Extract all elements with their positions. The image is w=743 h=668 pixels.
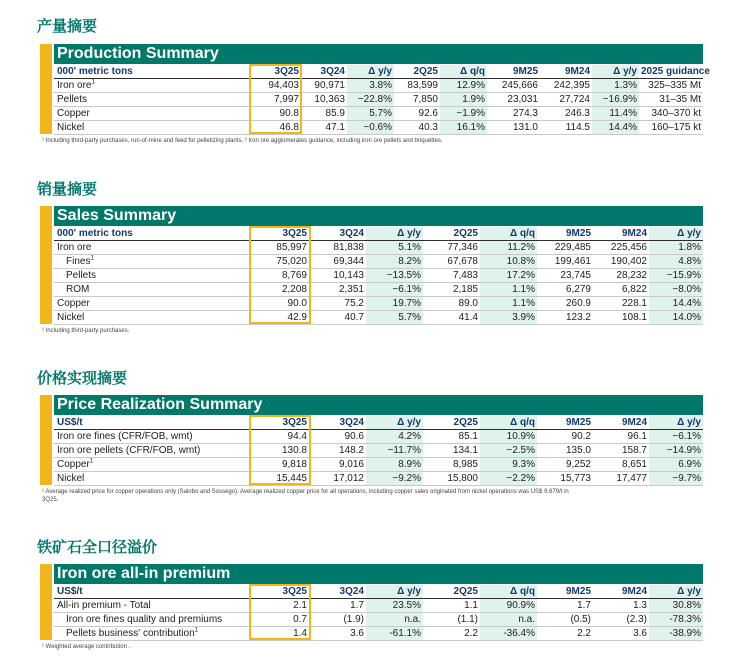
sales-cell: 28,232 [593,269,649,283]
premium-header-cell: 3Q24 [309,585,366,599]
sales-cell: 14.4% [649,297,703,311]
sales-cell: 89.0 [423,297,480,311]
price-header-cell: 9M25 [537,416,593,430]
premium-row-label: Pellets business' contribution$^1$ [54,627,249,641]
production-cell: 46.8 [249,121,301,135]
price-cell: −14.9% [649,444,703,458]
sales-cell: 123.2 [537,311,593,325]
price-cell: −11.7% [366,444,423,458]
premium-header-cell: Δ y/y [366,585,423,599]
sales-header-cell: 3Q24 [309,227,366,241]
production-cell: 340–370 kt [639,107,703,121]
price-title: Price Realization Summary [54,395,703,415]
sales-cell: 8,769 [249,269,309,283]
sales-cell: 5.7% [366,311,423,325]
production-cell: 1.9% [440,93,487,107]
price-cell: 8.9% [366,458,423,472]
production-row-label: Iron ore$^1$ [54,79,249,93]
sales-cell: 10,143 [309,269,366,283]
sales-cell: 7,483 [423,269,480,283]
premium-cell: -78.3% [649,613,703,627]
premium-cell: 1.4 [249,627,309,641]
price-row-label: Iron ore fines (CFR/FOB, wmt) [54,430,249,444]
price-footnote-marker: 1 [89,458,94,465]
production-cell: 47.1 [301,121,347,135]
sales-row-label: ROM [54,283,249,297]
sales-cell: 90.0 [249,297,309,311]
sales-cell: −6.1% [366,283,423,297]
sales-cell: 40.7 [309,311,366,325]
premium-cell: -61.1% [366,627,423,641]
production-header-cell: 2025 guidance [641,66,710,77]
price-row [54,472,703,486]
sales-cell: 2,185 [423,283,480,297]
sales-row [54,241,703,255]
sales-header-row [54,227,703,241]
price-row-label: Nickel [54,472,249,486]
sales-header-cell: 3Q25 [249,227,309,241]
sales-footnote-marker: 1 [90,255,94,262]
production-cell: 7,850 [394,93,440,107]
sales-row [54,311,703,325]
sales-cell: 69,344 [309,255,366,269]
price-cell: 9,252 [537,458,593,472]
premium-cell: 90.9% [480,599,537,613]
sales-cell: 8.2% [366,255,423,269]
production-cell: 94,403 [249,79,301,93]
price-row [54,430,703,444]
sales-cell: 5.1% [366,241,423,255]
production-cell: 85.9 [301,107,347,121]
production-cell: 83,599 [394,79,440,93]
production-cell: 27,724 [540,93,592,107]
premium-cell: (0.5) [537,613,593,627]
sales-header-cell: Δ y/y [366,227,423,241]
sales-row-label: Iron ore [54,241,249,255]
premium-cell: 23.5% [366,599,423,613]
production-header-cell: 2Q25 [394,65,440,79]
premium-cell: 2.2 [423,627,480,641]
production-header-cell: 000' metric tons [54,65,249,79]
sales-table-box [40,206,703,324]
sales-row-label: Copper [54,297,249,311]
price-header-cell: Δ y/y [366,416,423,430]
production-row-label: Copper [54,107,249,121]
premium-header-row [54,585,703,599]
sales-cell: 67,678 [423,255,480,269]
production-cell: 245,666 [487,79,540,93]
premium-table-box [40,564,703,640]
price-cell: 90.6 [309,430,366,444]
production-cell: 7,997 [249,93,301,107]
sales-cell: −13.5% [366,269,423,283]
premium-accent-bar [40,564,52,640]
production-cell: 160–175 kt [639,121,703,135]
price-cell: 134.1 [423,444,480,458]
price-cell: 94.4 [249,430,309,444]
sales-cell: 199,461 [537,255,593,269]
sales-cell: 228.1 [593,297,649,311]
sales-cell: 1.1% [480,283,537,297]
production-accent-bar [40,44,52,134]
premium-row [54,599,703,613]
price-cell: −9.2% [366,472,423,486]
sales-title: Sales Summary [54,206,703,226]
price-row-label: Copper$^1$ [54,458,249,472]
price-cell: 4.2% [366,430,423,444]
production-cell: 5.7% [347,107,394,121]
price-cell: −9.7% [649,472,703,486]
price-footnote: ¹ Average realized price for copper operations only (Salobo and Sossego). Average realized copper price for all operations, including copper sales originated from nickel operations was US$ 9,679/t in 3Q25. [42,489,569,503]
production-cell: 90.8 [249,107,301,121]
production-footnote: ¹ Including third-party purchases, run-of-mine and feed for pelletizing plants. ² Iron ore agglomerates guidance, including iron ore pellets and briquettes. [42,138,443,144]
premium-header-cell: US$/t [54,585,249,599]
production-row [54,93,703,107]
price-row [54,458,703,472]
premium-cell: (2.3) [593,613,649,627]
sales-cell: 108.1 [593,311,649,325]
sales-cell: 23,745 [537,269,593,283]
production-cell: −1.9% [440,107,487,121]
production-cell: 11.4% [592,107,639,121]
production-header-cell: Δ y/y [592,65,639,79]
sales-cell: 6,279 [537,283,593,297]
production-cell: 3.8% [347,79,394,93]
price-header-cell: 9M24 [593,416,649,430]
price-cell: 9,016 [309,458,366,472]
sales-cell: 75,020 [249,255,309,269]
price-header-cell: Δ q/q [480,416,537,430]
production-table [54,65,710,135]
price-header-cell: US$/t [54,416,249,430]
premium-cell: 1.7 [537,599,593,613]
price-header-cell: Δ y/y [649,416,703,430]
sales-header-cell: 2Q25 [423,227,480,241]
price-cell: −2.5% [480,444,537,458]
premium-row [54,613,703,627]
premium-row [54,627,703,641]
production-row [54,79,703,93]
production-cell: 12.9% [440,79,487,93]
production-row [54,121,703,135]
sales-row [54,283,703,297]
premium-cell: 30.8% [649,599,703,613]
sales-cell: 75.2 [309,297,366,311]
premium-header-cell: Δ y/y [649,585,703,599]
price-cell: 8,651 [593,458,649,472]
sales-cell: 11.2% [480,241,537,255]
premium-header-cell: 9M24 [593,585,649,599]
production-cell: −0.6% [347,121,394,135]
sales-header-cell: 9M25 [537,227,593,241]
production-header-cell: 9M24 [540,65,592,79]
sales-cell: 85,997 [249,241,309,255]
sales-cell: 4.8% [649,255,703,269]
sales-header-cell: Δ q/q [480,227,537,241]
sales-cell: 260.9 [537,297,593,311]
price-row-label: Iron ore pellets (CFR/FOB, wmt) [54,444,249,458]
sales-cell: −15.9% [649,269,703,283]
price-cell: 96.1 [593,430,649,444]
premium-cell: 0.7 [249,613,309,627]
production-cell: −22.8% [347,93,394,107]
premium-cell: (1.9) [309,613,366,627]
sales-cell: 42.9 [249,311,309,325]
production-cell: 114.5 [540,121,592,135]
sales-cell: 2,208 [249,283,309,297]
price-accent-bar [40,395,52,485]
price-table-box [40,395,703,485]
premium-cell: -36.4% [480,627,537,641]
price-cn-title: 价格实现摘要 [37,369,128,387]
sales-cell: 3.9% [480,311,537,325]
sales-header-cell: Δ y/y [649,227,703,241]
sales-cn-title: 销量摘要 [37,180,98,198]
premium-header-cell: 9M25 [537,585,593,599]
production-footnote-marker: 1 [91,79,95,86]
production-cell: 131.0 [487,121,540,135]
premium-cell: 1.3 [593,599,649,613]
price-cell: 15,445 [249,472,309,486]
price-cell: 15,773 [537,472,593,486]
sales-cell: 2,351 [309,283,366,297]
price-cell: 135.0 [537,444,593,458]
premium-cell: n.a. [480,613,537,627]
price-cell: 85.1 [423,430,480,444]
price-cell: 10.9% [480,430,537,444]
production-cell: 40.3 [394,121,440,135]
premium-header-cell: 2Q25 [423,585,480,599]
production-header-cell: Δ y/y [347,65,394,79]
production-cell: −16.9% [592,93,639,107]
sales-cell: 190,402 [593,255,649,269]
premium-cell: 1.7 [309,599,366,613]
price-header-cell: 2Q25 [423,416,480,430]
price-cell: −2.2% [480,472,537,486]
price-table [54,416,703,486]
sales-row-label: Pellets [54,269,249,283]
sales-cell: −8.0% [649,283,703,297]
production-cell: 23,031 [487,93,540,107]
production-cell: 92.6 [394,107,440,121]
sales-cell: 10.8% [480,255,537,269]
sales-row-label: Nickel [54,311,249,325]
sales-row-label: Fines$^1$ [54,255,249,269]
production-cell: 242,395 [540,79,592,93]
sales-row [54,255,703,269]
sales-cell: 6,822 [593,283,649,297]
sales-header-cell: 000' metric tons [54,227,249,241]
production-cell: 325–335 Mt [639,79,703,93]
production-cell: 10,363 [301,93,347,107]
sales-cell: 77,346 [423,241,480,255]
production-row-label: Nickel [54,121,249,135]
premium-footnote-marker: 1 [194,627,198,634]
production-header-row [54,65,703,79]
production-header-cell: 3Q24 [301,65,347,79]
production-cn-title: 产量摘要 [37,17,98,35]
sales-header-cell: 9M24 [593,227,649,241]
price-cell: 6.9% [649,458,703,472]
premium-row-label: All-in premium - Total [54,599,249,613]
price-header-cell: 3Q24 [309,416,366,430]
price-cell: 130.8 [249,444,309,458]
production-cell: 274.3 [487,107,540,121]
price-cell: 15,800 [423,472,480,486]
price-cell: 17,012 [309,472,366,486]
production-cell: 90,971 [301,79,347,93]
production-cell: 16.1% [440,121,487,135]
production-cell: 31–35 Mt [639,93,703,107]
premium-table [54,585,703,641]
production-row [54,107,703,121]
premium-cell: 3.6 [309,627,366,641]
sales-cell: 17.2% [480,269,537,283]
price-cell: 148.2 [309,444,366,458]
price-cell: 17,477 [593,472,649,486]
price-row [54,444,703,458]
sales-cell: 225,456 [593,241,649,255]
premium-header-cell: 3Q25 [249,585,309,599]
premium-header-cell: Δ q/q [480,585,537,599]
sales-cell: 1.8% [649,241,703,255]
price-cell: 9,818 [249,458,309,472]
price-cell: 158.7 [593,444,649,458]
sales-table [54,227,703,325]
sales-row [54,297,703,311]
production-row-label: Pellets [54,93,249,107]
price-cell: 90.2 [537,430,593,444]
premium-cell: 2.1 [249,599,309,613]
production-cell: 1.3% [592,79,639,93]
premium-row-label: Iron ore fines quality and premiums [54,613,249,627]
price-header-row [54,416,703,430]
sales-footnote: ¹ Including third-party purchases. [42,328,130,334]
sales-cell: 14.0% [649,311,703,325]
premium-title: Iron ore all-in premium [54,564,703,584]
sales-cell: 81,838 [309,241,366,255]
production-header-cell: Δ q/q [440,65,487,79]
sales-cell: 41.4 [423,311,480,325]
premium-footnote: ¹ Weighted average contribution . [42,644,131,650]
sales-row [54,269,703,283]
sales-cell: 19.7% [366,297,423,311]
production-cell: 246.3 [540,107,592,121]
production-cell: 14.4% [592,121,639,135]
price-cell: 9.3% [480,458,537,472]
premium-cell: 2.2 [537,627,593,641]
production-table-box [40,44,710,134]
production-header-cell: 3Q25 [249,65,301,79]
sales-accent-bar [40,206,52,324]
premium-cell: 1.1 [423,599,480,613]
premium-cell: 3.6 [593,627,649,641]
price-cell: −6.1% [649,430,703,444]
sales-cell: 229,485 [537,241,593,255]
sales-cell: 1.1% [480,297,537,311]
production-title: Production Summary [54,44,703,64]
premium-cell: -38.9% [649,627,703,641]
production-header-cell: 9M25 [487,65,540,79]
premium-cell: (1.1) [423,613,480,627]
price-header-cell: 3Q25 [249,416,309,430]
premium-cn-title: 铁矿石全口径溢价 [37,538,158,556]
premium-cell: n.a. [366,613,423,627]
price-cell: 8,985 [423,458,480,472]
